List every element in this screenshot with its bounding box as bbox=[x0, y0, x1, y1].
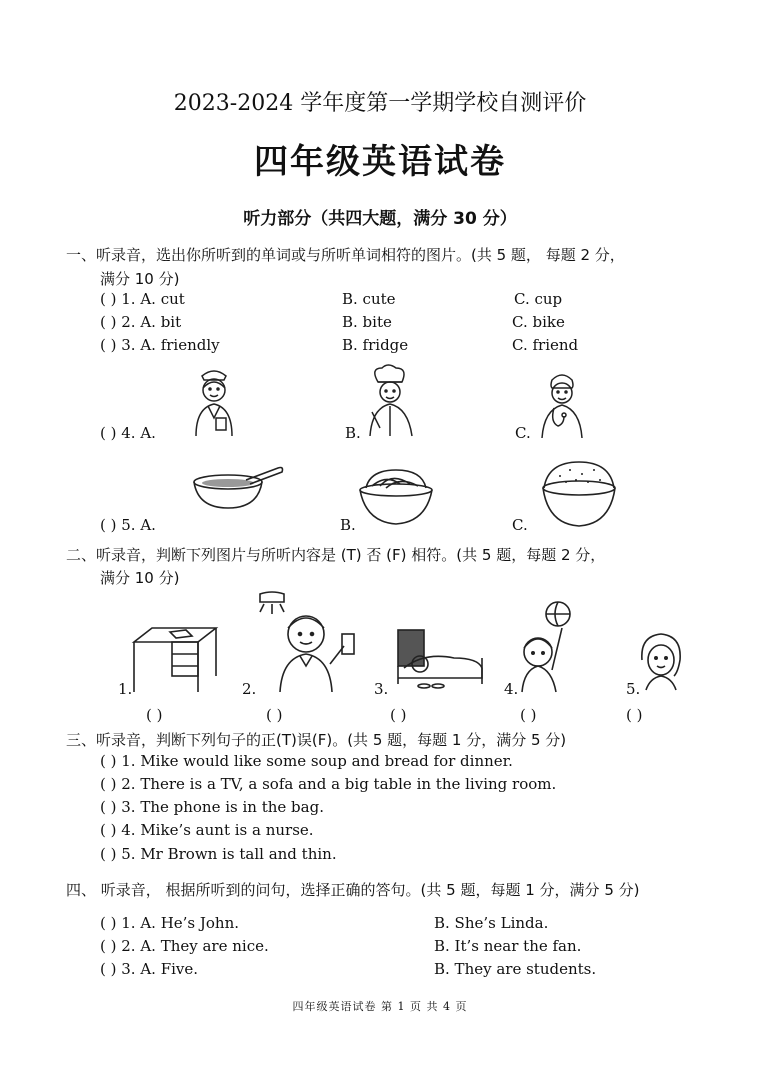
s1-q2-b: B. bite bbox=[342, 313, 392, 331]
cook-picture bbox=[360, 362, 422, 442]
s1-q5-c: C. bbox=[512, 516, 528, 534]
s4-q3-a: ( ) 3. A. Five. bbox=[100, 960, 199, 978]
s2-label-4: 4. bbox=[504, 680, 519, 698]
exam-title-line2: 四年级英语试卷 bbox=[254, 142, 506, 182]
sleeping-boy-picture bbox=[394, 628, 486, 696]
section1-heading-cont: 满分 10 分) bbox=[100, 270, 180, 288]
s1-q1-b: B. cute bbox=[342, 290, 396, 308]
woman-face-picture bbox=[638, 632, 684, 696]
s3-item-1: ( ) 1. Mike would like some soup and bread for dinner. bbox=[100, 752, 513, 770]
s1-q2-a: ( ) 2. A. bit bbox=[100, 313, 182, 331]
section1-heading: 一、听录音，选出你所听到的单词或与所听单词相符的图片。(共 5 题， 每题 2 分， bbox=[66, 246, 625, 264]
s1-q4-a: ( ) 4. A. bbox=[100, 424, 156, 442]
s3-item-2: ( ) 2. There is a TV, a sofa and a big table in the living room. bbox=[100, 775, 557, 793]
s1-q3-a: ( ) 3. A. friendly bbox=[100, 336, 220, 354]
section2-heading-cont: 满分 10 分) bbox=[100, 569, 180, 587]
desk-picture bbox=[132, 626, 218, 698]
rice-bowl-picture bbox=[538, 458, 620, 534]
s1-q2-c: C. bike bbox=[512, 313, 565, 331]
s4-q3-b: B. They are students. bbox=[434, 960, 597, 978]
section2-heading: 二、听录音，判断下列图片与所听内容是 (T) 否 (F) 相符。(共 5 题，每题 2 分， bbox=[66, 546, 606, 564]
doctor-picture bbox=[534, 368, 590, 444]
s2-answer-blank-2[interactable]: ( ) bbox=[266, 706, 283, 724]
section3-heading: 三、听录音，判断下列句子的正(T)误(F)。(共 5 题，每题 1 分，满分 5 分) bbox=[66, 731, 567, 749]
s4-q1-a: ( ) 1. A. He’s John. bbox=[100, 914, 240, 932]
page-footer: 四年级英语试卷 第 1 页 共 4 页 bbox=[292, 1000, 468, 1013]
s3-item-3: ( ) 3. The phone is in the bag. bbox=[100, 798, 324, 816]
s2-answer-blank-5[interactable]: ( ) bbox=[626, 706, 643, 724]
s4-q1-b: B. She’s Linda. bbox=[434, 914, 549, 932]
s2-label-1: 1. bbox=[118, 680, 133, 698]
boy-light-switch-picture bbox=[254, 590, 358, 698]
noodles-bowl-picture bbox=[356, 466, 436, 534]
s1-q3-b: B. fridge bbox=[342, 336, 409, 354]
s3-item-4: ( ) 4. Mike’s aunt is a nurse. bbox=[100, 821, 314, 839]
s3-item-5: ( ) 5. Mr Brown is tall and thin. bbox=[100, 845, 337, 863]
s1-q4-b: B. bbox=[345, 424, 361, 442]
s1-q5-b: B. bbox=[340, 516, 356, 534]
s2-label-3: 3. bbox=[374, 680, 389, 698]
s4-q2-b: B. It’s near the fan. bbox=[434, 937, 582, 955]
s1-q1-c: C. cup bbox=[514, 290, 563, 308]
nurse-picture bbox=[186, 366, 242, 442]
s4-q2-a: ( ) 2. A. They are nice. bbox=[100, 937, 269, 955]
s2-answer-blank-3[interactable]: ( ) bbox=[390, 706, 407, 724]
s1-q3-c: C. friend bbox=[512, 336, 579, 354]
section4-heading: 四、 听录音， 根据所听到的问句，选择正确的答句。(共 5 题，每题 1 分，满分 5 分) bbox=[66, 881, 640, 899]
s2-label-5: 5. bbox=[626, 680, 641, 698]
s2-answer-blank-1[interactable]: ( ) bbox=[146, 706, 163, 724]
soup-bowl-picture bbox=[190, 464, 286, 516]
listening-part-title: 听力部分（共四大题，满分 30 分） bbox=[243, 209, 517, 229]
s1-q1-a: ( ) 1. A. cut bbox=[100, 290, 185, 308]
s1-q4-c: C. bbox=[515, 424, 531, 442]
exam-title-line1: 2023-2024 学年度第一学期学校自测评价 bbox=[173, 91, 587, 116]
s1-q5-a: ( ) 5. A. bbox=[100, 516, 156, 534]
girl-basketball-picture bbox=[516, 600, 578, 698]
s2-label-2: 2. bbox=[242, 680, 257, 698]
s2-answer-blank-4[interactable]: ( ) bbox=[520, 706, 537, 724]
